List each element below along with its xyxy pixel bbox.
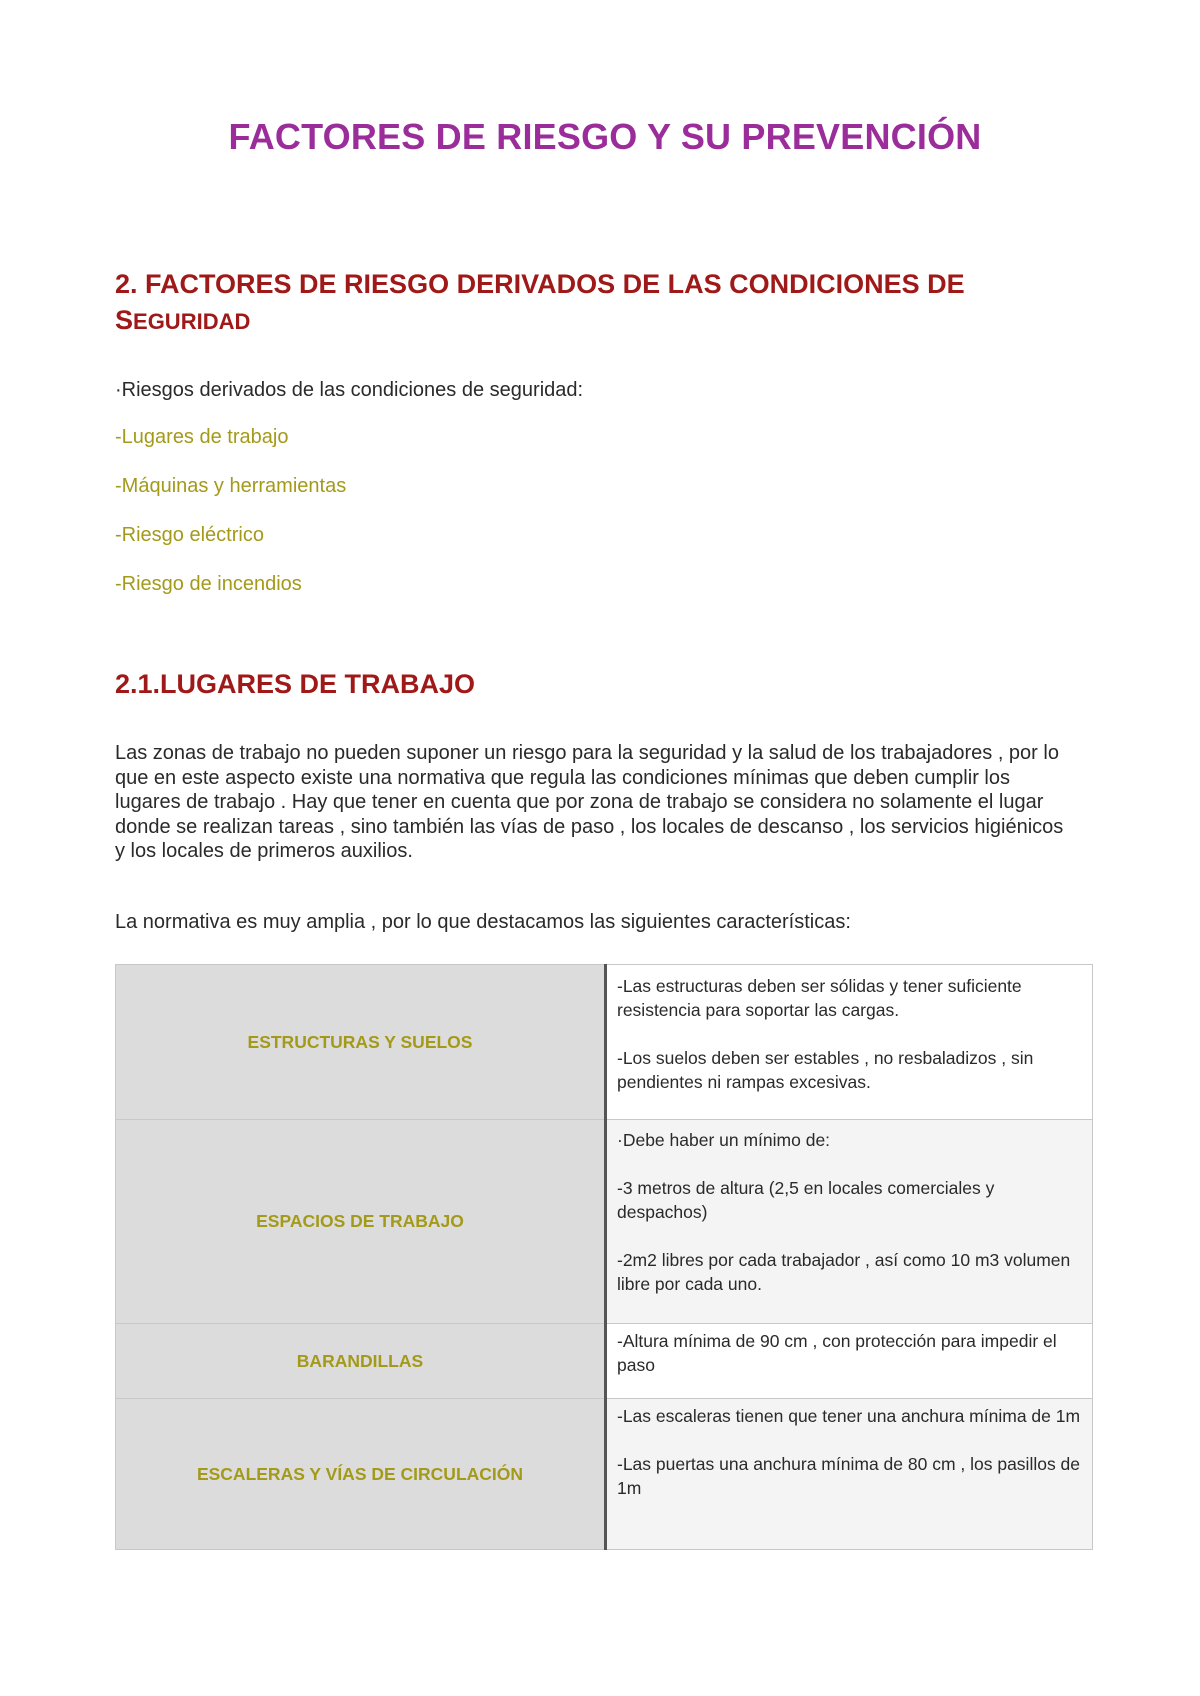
- section-2-1-paragraph-2: La normativa es muy amplia , por lo que destacamos las siguientes características:: [115, 911, 851, 933]
- risks-intro: ·Riesgos derivados de las condiciones de seguridad:: [115, 379, 584, 401]
- risk-item-lugares: -Lugares de trabajo: [115, 426, 289, 448]
- table-description-line: ·Debe haber un mínimo de:: [617, 1130, 831, 1150]
- table-category-cell: BARANDILLAS: [116, 1324, 606, 1399]
- table-description-line: -Las puertas una anchura mínima de 80 cm , los pasillos de 1m: [617, 1454, 1081, 1498]
- table-description-line: -Altura mínima de 90 cm , con protección para impedir el paso: [617, 1331, 1057, 1375]
- table-description-cell: [606, 965, 1093, 1120]
- table-category-cell: ESCALERAS Y VÍAS DE CIRCULACIÓN: [116, 1399, 606, 1550]
- section-2-heading-line-1: 2. FACTORES DE RIESGO DERIVADOS DE LAS CONDICIONES DE: [115, 269, 965, 299]
- section-2-1-paragraph: Las zonas de trabajo no pueden suponer un riesgo para la seguridad y la salud de los trabajadores , por lo que en este aspecto existe una normativa que regula las condiciones mínimas que deben cumplir los lugares de trabajo . Hay que tener en cuenta que por zona de trabajo se considera no solamente el lugar donde se realizan tareas , sino también las vías de paso , los locales de descanso , los servicios higiénicos y los locales de primeros auxilios.: [115, 742, 1064, 862]
- table-row: [116, 1399, 1093, 1550]
- table-category-cell: ESPACIOS DE TRABAJO: [116, 1120, 606, 1324]
- table-description-cell: [606, 1324, 1093, 1399]
- section-2-heading-line-2-rest: EGURIDAD: [133, 309, 251, 334]
- table-description-line: -2m2 libres por cada trabajador , así como 10 m3 volumen libre por cada uno.: [617, 1250, 1071, 1294]
- risk-item-incendios: -Riesgo de incendios: [115, 573, 302, 595]
- features-table: [115, 964, 1093, 1550]
- table-description-line: -Las escaleras tienen que tener una anchura mínima de 1m: [617, 1406, 1081, 1426]
- table-category-cell: ESTRUCTURAS Y SUELOS: [116, 965, 606, 1120]
- table-description-cell: [606, 1120, 1093, 1324]
- table-description-line: -Los suelos deben ser estables , no resbaladizos , sin pendientes ni rampas excesivas.: [617, 1048, 1034, 1092]
- table-row: [116, 965, 1093, 1120]
- table-row: [116, 1120, 1093, 1324]
- table-row: [116, 1324, 1093, 1399]
- section-2-1-heading: 2.1.LUGARES DE TRABAJO: [115, 669, 476, 699]
- table-description-line: -Las estructuras deben ser sólidas y tener suficiente resistencia para soportar las cargas.: [617, 976, 1022, 1020]
- table-description-cell: [606, 1399, 1093, 1550]
- risk-item-maquinas: -Máquinas y herramientas: [115, 475, 347, 497]
- section-2-heading: [115, 266, 1095, 340]
- risk-item-electrico: -Riesgo eléctrico: [115, 524, 264, 546]
- table-description-line: -3 metros de altura (2,5 en locales comerciales y despachos): [617, 1178, 995, 1222]
- document-title: FACTORES DE RIESGO Y SU PREVENCIÓN: [228, 116, 982, 157]
- section-2-heading-line-2-initial: S: [115, 305, 134, 335]
